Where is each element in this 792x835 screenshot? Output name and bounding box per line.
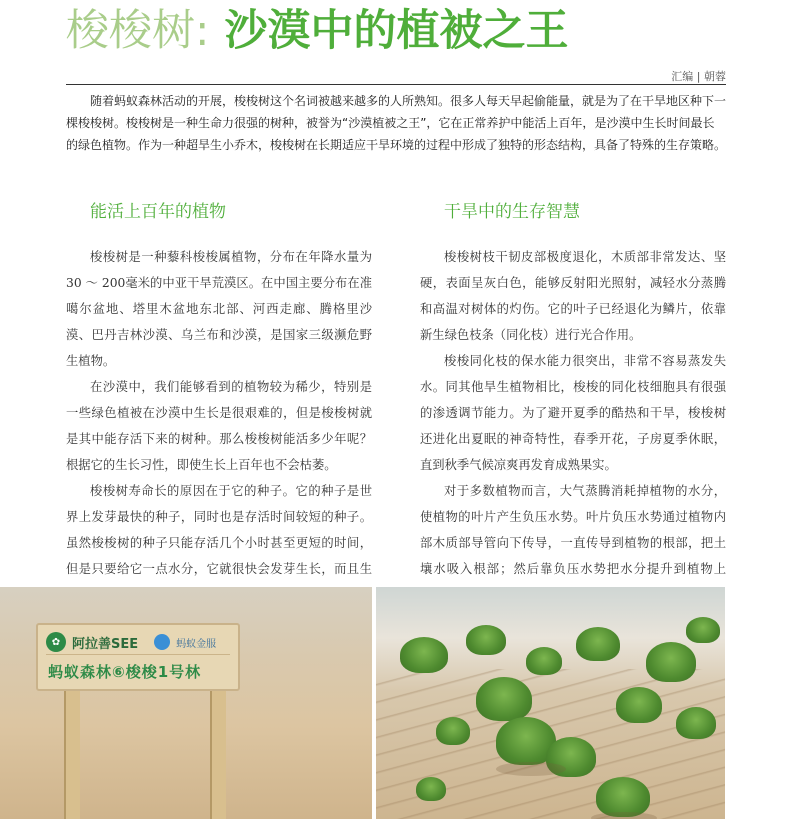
left-paragraph: 梭梭树是一种藜科梭梭属植物，分布在年降水量为30 ～ 200毫米的中亚干旱荒漠区。在中国主要分布在准噶尔盆地、塔里木盆地东北部、河西走廊、腾格里沙漠、巴丹吉林沙漠、乌兰布和沙漠，是国家三级濒危野生植物。 — [66, 250, 372, 368]
shrub-shadow — [591, 812, 657, 819]
photo-saxaul-shrubs — [376, 587, 725, 819]
article-title — [66, 2, 568, 60]
sign-post — [64, 687, 80, 819]
right-section-heading: 干旱中的生存智慧 — [444, 202, 580, 222]
sign-post — [210, 687, 226, 819]
see-logo-icon: ✿ — [46, 632, 66, 652]
saxaul-shrub — [596, 777, 650, 817]
left-paragraph: 梭梭树寿命长的原因在于它的种子。它的种子是世界上发芽最快的种子，同时也是存活时间较短的种子。虽然梭梭树的种子只能存活几个小时甚至更短的时间，但是只要给它一点水分，它就很快会发芽生长，而且生 — [66, 484, 372, 576]
saxaul-shrub — [416, 777, 446, 801]
byline: 汇编 | 朝蓉 — [671, 70, 726, 83]
photo-sign-in-desert — [0, 587, 372, 819]
saxaul-shrub — [476, 677, 532, 721]
title-part-2: 沙漠中的植被之王 — [224, 6, 569, 56]
right-paragraph: 对于多数植物而言，大气蒸腾消耗掉植物的水分，使植物的叶片产生负压水势。叶片负压水势通过植物内部木质部导管向下传导，一直传导到植物的根部，把土壤水吸入根部；然后靠负压水势把水分提升到植物上 — [420, 484, 726, 576]
right-paragraph: 梭梭同化枝的保水能力很突出，非常不容易蒸发失水。同其他旱生植物相比，梭梭的同化枝细胞具有很强的渗透调节能力。为了避开夏季的酷热和干旱，梭梭树还进化出夏眠的神奇特性，春季开花，子房夏季休眠，直到秋季气候凉爽再发育成熟果实。 — [420, 354, 726, 472]
left-paragraph: 在沙漠中，我们能够看到的植物较为稀少，特别是一些绿色植被在沙漠中生长是很艰难的，但是梭梭树就是其中能存活下来的树种。那么梭梭树能活多少年呢？根据它的生长习性，即使生长上百年也不会枯萎。 — [66, 380, 372, 472]
shrub-shadow — [496, 762, 566, 776]
saxaul-shrub — [686, 617, 720, 643]
saxaul-shrub — [466, 625, 506, 655]
header-rule — [66, 84, 726, 85]
left-section-heading: 能活上百年的植物 — [90, 202, 226, 222]
saxaul-shrub — [436, 717, 470, 745]
left-column — [66, 244, 372, 608]
right-paragraph: 梭梭树枝干韧皮部极度退化，木质部非常发达、坚硬，表面呈灰白色，能够反射阳光照射，减轻水分蒸腾和高温对树体的灼伤。它的叶子已经退化为鳞片，依靠新生绿色枝条（同化枝）进行光合作用。 — [420, 250, 726, 342]
intro-paragraph: 随着蚂蚁森林活动的开展，梭梭树这个名词被越来越多的人所熟知。很多人每天早起偷能量，就是为了在干旱地区种下一棵梭梭树。梭梭树是一种生命力很强的树种，被誉为“沙漠植被之王”，它在正常养护中能活上百年，是沙漠中生长时间最长的绿色植物。作为一种超旱生小乔木，梭梭树在长期适应干旱环境的过程中形成了独特的形态结构，具备了特殊的生存策略。 — [66, 94, 727, 152]
saxaul-shrub — [676, 707, 716, 739]
saxaul-shrub — [616, 687, 662, 723]
sign-org: 阿拉善SEE — [72, 636, 139, 652]
saxaul-shrub — [526, 647, 562, 675]
right-column — [420, 244, 726, 608]
sign-divider — [46, 654, 230, 655]
saxaul-shrub — [400, 637, 448, 673]
saxaul-shrub — [646, 642, 696, 682]
sign-logo-row — [46, 631, 230, 653]
title-part-1: 梭梭树 — [66, 6, 195, 56]
ant-logo-icon — [154, 634, 170, 650]
forest-sign — [36, 623, 240, 691]
sign-text: 蚂蚁森林⑥梭梭1号林 — [48, 663, 202, 681]
title-colon: : — [195, 6, 210, 56]
saxaul-shrub — [576, 627, 620, 661]
sign-partner: 蚂蚁金服 — [176, 638, 217, 650]
